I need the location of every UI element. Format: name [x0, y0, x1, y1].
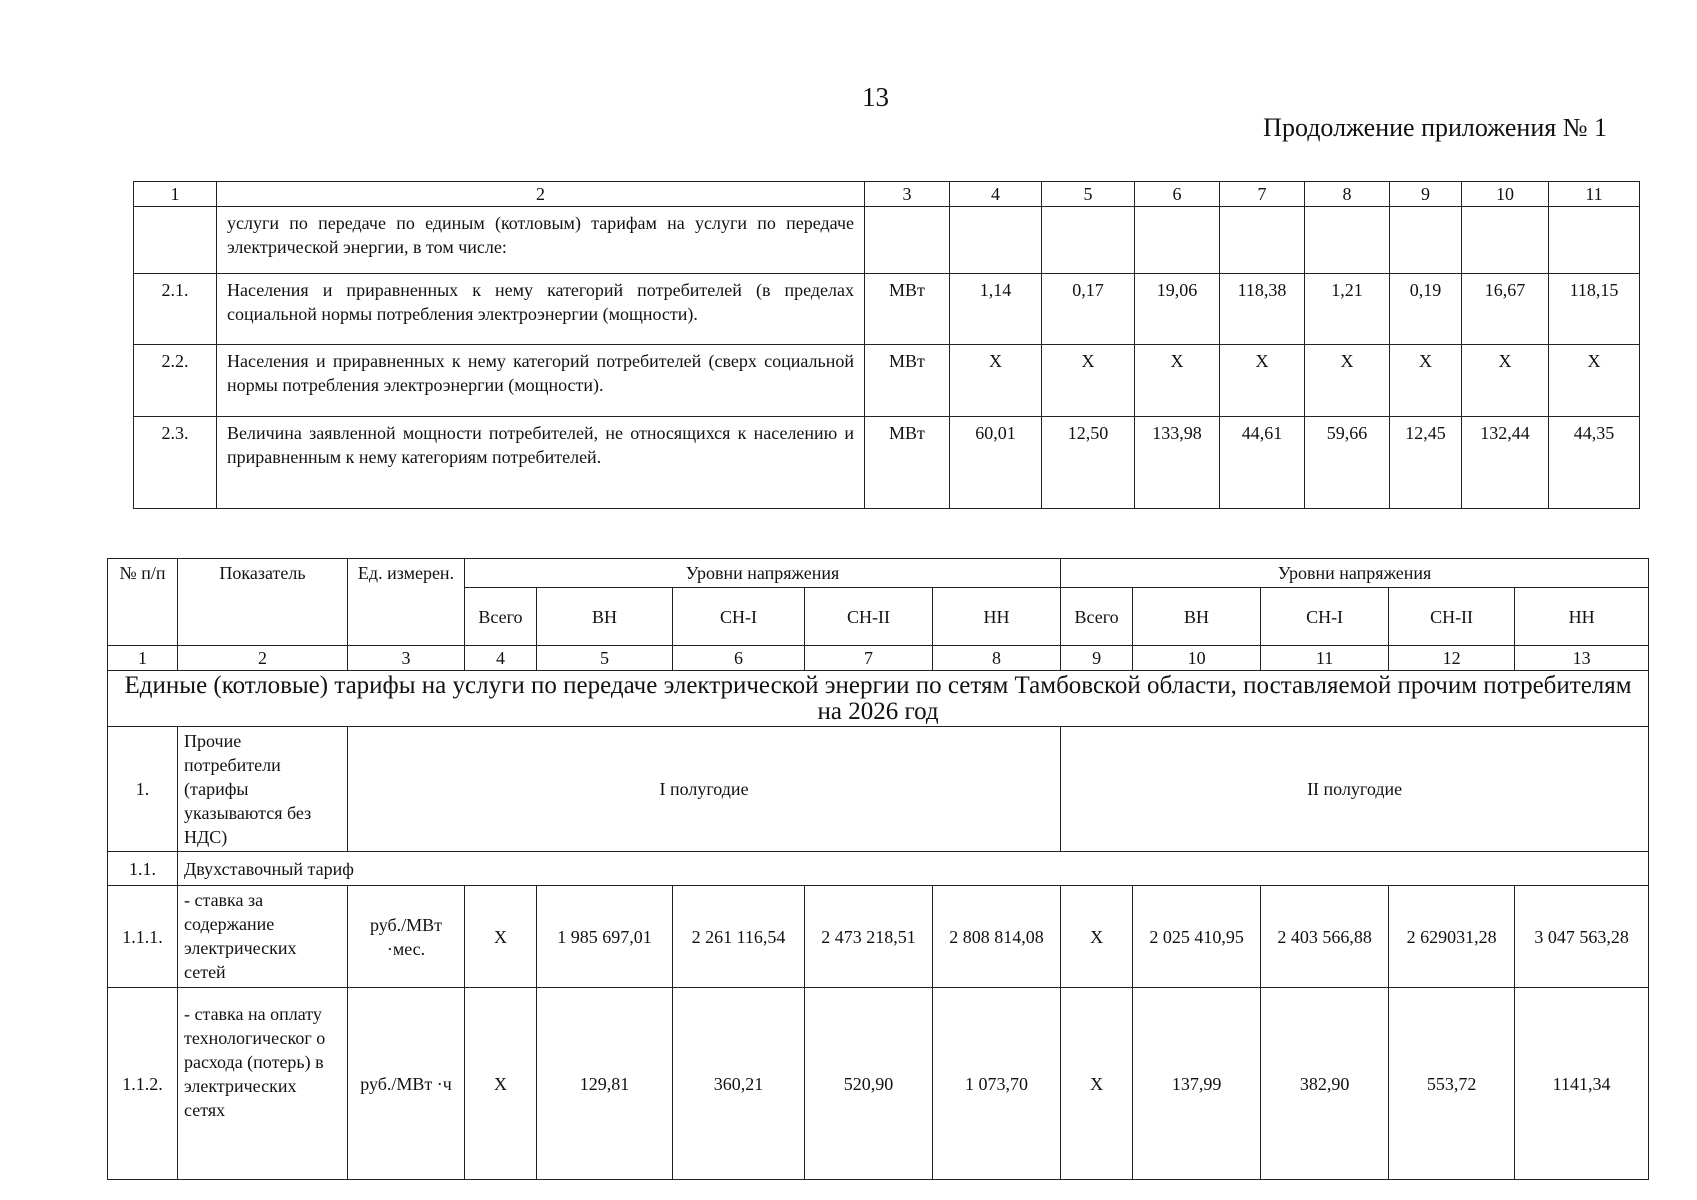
value-cell: 16,67 [1462, 274, 1549, 345]
table-tariffs [107, 558, 1649, 1180]
unit-cell: руб./МВт ·мес. [348, 886, 465, 988]
value-cell [950, 207, 1042, 274]
header-indicator: Показатель [178, 559, 348, 646]
value-cell: 2 629031,28 [1389, 886, 1515, 988]
table-power-by-category [133, 181, 1640, 509]
table-row [134, 345, 1640, 417]
value-cell [1305, 207, 1390, 274]
value-cell: X [1061, 988, 1133, 1180]
value-cell: X [1390, 345, 1462, 417]
value-cell: X [1462, 345, 1549, 417]
column-index: 10 [1133, 646, 1261, 671]
header-unit: Ед. измерен. [348, 559, 465, 646]
title-row [108, 671, 1649, 727]
value-cell: 3 047 563,28 [1515, 886, 1649, 988]
value-cell: X [1549, 345, 1640, 417]
table-row [108, 886, 1649, 988]
value-cell: X [1220, 345, 1305, 417]
value-cell: 44,35 [1549, 417, 1640, 509]
column-index: 7 [805, 646, 933, 671]
row-number: 1.1.2. [108, 988, 178, 1180]
column-index: 11 [1261, 646, 1389, 671]
value-cell: 553,72 [1389, 988, 1515, 1180]
value-cell: 360,21 [673, 988, 805, 1180]
column-index: 9 [1390, 182, 1462, 207]
value-cell: 1,21 [1305, 274, 1390, 345]
column-index: 11 [1549, 182, 1640, 207]
column-index: 5 [537, 646, 673, 671]
row-number: 1.1. [108, 852, 178, 886]
header-vn: ВН [537, 588, 673, 646]
value-cell: X [1042, 345, 1135, 417]
column-index: 9 [1061, 646, 1133, 671]
value-cell [1042, 207, 1135, 274]
header-sn1: СН-I [1261, 588, 1389, 646]
header-total: Всего [1061, 588, 1133, 646]
row-label: Величина заявленной мощности потребителей, не относящихся к населению и приравненным к нему категориям потребителей. [217, 417, 865, 509]
table-row [108, 727, 1649, 852]
column-index: 3 [348, 646, 465, 671]
header-vn: ВН [1133, 588, 1261, 646]
table-title: Единые (котловые) тарифы на услуги по передаче электрической энергии по сетям Тамбовской области, поставляемой прочим потребителям на 2026 год [108, 671, 1649, 727]
column-index: 2 [178, 646, 348, 671]
column-index: 7 [1220, 182, 1305, 207]
value-cell: 12,45 [1390, 417, 1462, 509]
value-cell: X [950, 345, 1042, 417]
row-number [134, 207, 217, 274]
row-number: 1. [108, 727, 178, 852]
value-cell [1220, 207, 1305, 274]
row-number: 2.2. [134, 345, 217, 417]
column-index: 8 [933, 646, 1061, 671]
value-cell: 132,44 [1462, 417, 1549, 509]
column-index: 6 [673, 646, 805, 671]
column-index: 1 [134, 182, 217, 207]
row-label: Прочие потребители (тарифы указываются без НДС) [178, 727, 348, 852]
value-cell: 118,38 [1220, 274, 1305, 345]
value-cell: X [465, 886, 537, 988]
value-cell: 0,17 [1042, 274, 1135, 345]
row-label: услуги по передаче по единым (котловым) тарифам на услуги по передаче электрической энергии, в том числе: [217, 207, 865, 274]
value-cell: 1 985 697,01 [537, 886, 673, 988]
header-num: № п/п [108, 559, 178, 646]
header-nn: НН [1515, 588, 1649, 646]
header-voltage-levels: Уровни напряжения [1061, 559, 1649, 588]
header-voltage-levels: Уровни напряжения [465, 559, 1061, 588]
value-cell: 129,81 [537, 988, 673, 1180]
column-index-row [108, 646, 1649, 671]
value-cell: 2 473 218,51 [805, 886, 933, 988]
value-cell: X [1135, 345, 1220, 417]
value-cell: 60,01 [950, 417, 1042, 509]
row-label: Двухставочный тариф [178, 852, 1649, 886]
value-cell: 0,19 [1390, 274, 1462, 345]
value-cell [1462, 207, 1549, 274]
row-label: - ставка на оплату технологическог о расхода (потерь) в электрических сетях [178, 988, 348, 1180]
value-cell: X [465, 988, 537, 1180]
value-cell: 1 073,70 [933, 988, 1061, 1180]
unit-cell: МВт [865, 274, 950, 345]
header-total: Всего [465, 588, 537, 646]
value-cell: 2 025 410,95 [1133, 886, 1261, 988]
value-cell [1390, 207, 1462, 274]
column-index: 12 [1389, 646, 1515, 671]
column-index: 8 [1305, 182, 1390, 207]
row-number: 1.1.1. [108, 886, 178, 988]
unit-cell [865, 207, 950, 274]
column-index: 3 [865, 182, 950, 207]
value-cell: 137,99 [1133, 988, 1261, 1180]
header-row [108, 559, 1649, 588]
value-cell: X [1061, 886, 1133, 988]
column-index: 4 [465, 646, 537, 671]
value-cell: 19,06 [1135, 274, 1220, 345]
value-cell: 2 403 566,88 [1261, 886, 1389, 988]
column-index: 13 [1515, 646, 1649, 671]
value-cell: 44,61 [1220, 417, 1305, 509]
value-cell: 2 261 116,54 [673, 886, 805, 988]
value-cell: 520,90 [805, 988, 933, 1180]
unit-cell: МВт [865, 417, 950, 509]
column-index: 6 [1135, 182, 1220, 207]
value-cell: 382,90 [1261, 988, 1389, 1180]
column-index: 5 [1042, 182, 1135, 207]
table-row [134, 274, 1640, 345]
row-label: Населения и приравненных к нему категорий потребителей (сверх социальной нормы потребления электроэнергии (мощности). [217, 345, 865, 417]
header-sn1: СН-I [673, 588, 805, 646]
row-number: 2.3. [134, 417, 217, 509]
value-cell: 1,14 [950, 274, 1042, 345]
value-cell: X [1305, 345, 1390, 417]
appendix-continuation: Продолжение приложения № 1 [1263, 113, 1607, 142]
header-sn2: СН-II [805, 588, 933, 646]
value-cell: 2 808 814,08 [933, 886, 1061, 988]
row-number: 2.1. [134, 274, 217, 345]
value-cell: 59,66 [1305, 417, 1390, 509]
unit-cell: руб./МВт ·ч [348, 988, 465, 1180]
column-index: 10 [1462, 182, 1549, 207]
row-label: - ставка за содержание электрических сетей [178, 886, 348, 988]
table-row [134, 207, 1640, 274]
value-cell: 118,15 [1549, 274, 1640, 345]
header-sn2: СН-II [1389, 588, 1515, 646]
value-cell [1135, 207, 1220, 274]
value-cell: 12,50 [1042, 417, 1135, 509]
column-index: 4 [950, 182, 1042, 207]
table-row [134, 417, 1640, 509]
half-year-2: II полугодие [1061, 727, 1649, 852]
table-row [108, 988, 1649, 1180]
value-cell: 133,98 [1135, 417, 1220, 509]
unit-cell: МВт [865, 345, 950, 417]
page-number: 13 [862, 82, 889, 112]
header-nn: НН [933, 588, 1061, 646]
value-cell [1549, 207, 1640, 274]
half-year-1: I полугодие [348, 727, 1061, 852]
value-cell: 1141,34 [1515, 988, 1649, 1180]
column-index-row [134, 182, 1640, 207]
table-row [108, 852, 1649, 886]
column-index: 2 [217, 182, 865, 207]
column-index: 1 [108, 646, 178, 671]
row-label: Населения и приравненных к нему категорий потребителей (в пределах социальной нормы потребления электроэнергии (мощности). [217, 274, 865, 345]
